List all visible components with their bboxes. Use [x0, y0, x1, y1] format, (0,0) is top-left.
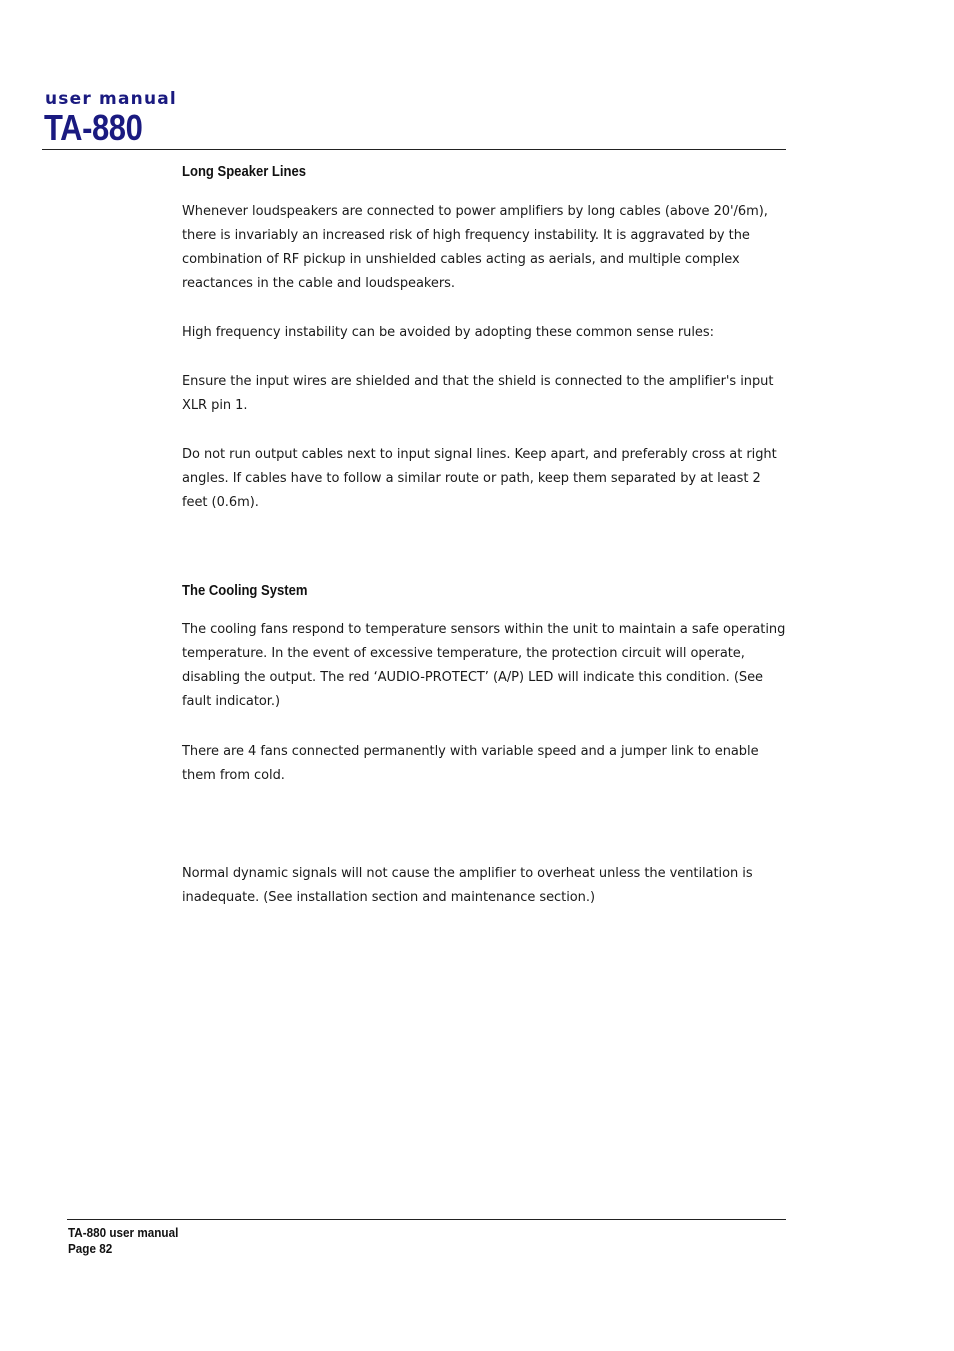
- header-subtitle: user manual: [45, 89, 177, 109]
- main-content: [182, 160, 786, 910]
- paragraph: The cooling fans respond to temperature sensors within the unit to maintain a safe operating temperature. In the event of excessive temperature, the protection circuit will operate, disabling the output. The red ‘AUDIO-PROTECT’ (A/P) LED will indicate this condition. (See fault indicator.): [182, 622, 786, 709]
- section-heading-long-speaker-lines: Long Speaker Lines: [182, 164, 307, 180]
- paragraph: Do not run output cables next to input signal lines. Keep apart, and preferably cross at right angles. If cables have to follow a similar route or path, keep them separated by at least 2 feet (0.6m).: [182, 447, 777, 510]
- footer-page-number: Page 82: [68, 1241, 113, 1256]
- paragraph: Whenever loudspeakers are connected to power amplifiers by long cables (above 20'/6m), there is invariably an increased risk of high frequency instability. It is aggravated by the combination of RF pickup in unshielded cables acting as aerials, and multiple complex reactances in the cable and loudspeakers.: [182, 204, 768, 291]
- paragraph: High frequency instability can be avoided by adopting these common sense rules:: [182, 325, 714, 340]
- footer-manual-name: TA-880 user manual: [68, 1225, 179, 1240]
- page-title: TA-880: [44, 107, 143, 148]
- header-divider: [42, 149, 786, 150]
- paragraph: There are 4 fans connected permanently with variable speed and a jumper link to enable them from cold.: [182, 744, 759, 783]
- footer-divider: [67, 1219, 786, 1220]
- paragraph: Ensure the input wires are shielded and that the shield is connected to the amplifier's input XLR pin 1.: [182, 374, 774, 413]
- section-heading-cooling-system: The Cooling System: [182, 583, 308, 599]
- paragraph: Normal dynamic signals will not cause the amplifier to overheat unless the ventilation is inadequate. (See installation section and maintenance section.): [182, 866, 753, 905]
- footer: [68, 1225, 178, 1257]
